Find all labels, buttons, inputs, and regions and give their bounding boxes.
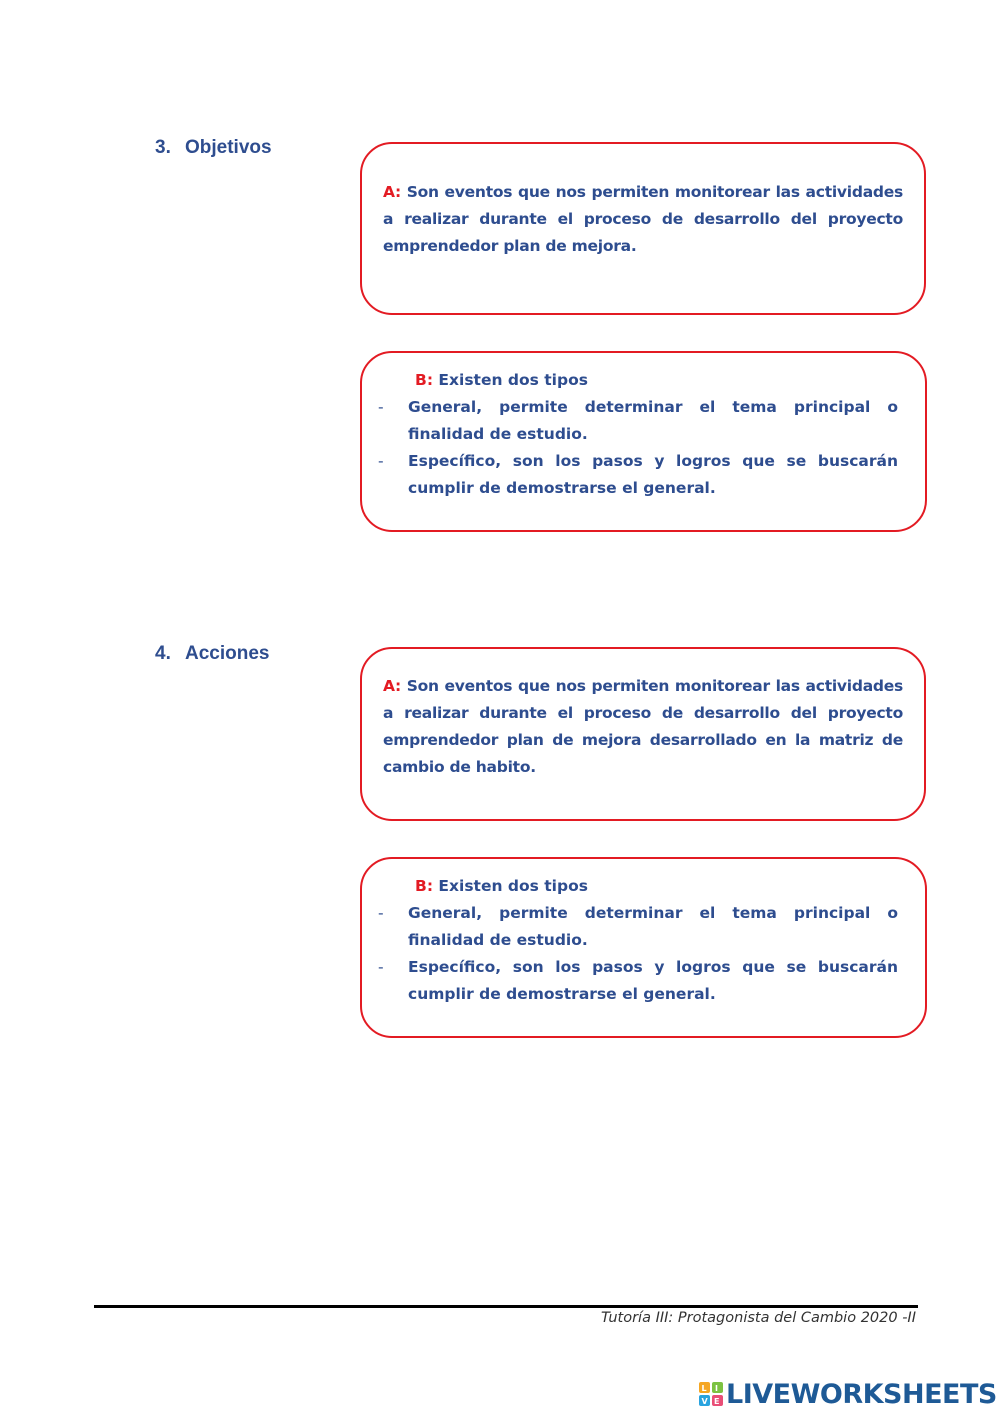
objetivos-card-a-text [383, 179, 903, 260]
objetivos-card-b-text [378, 367, 898, 502]
acciones-card-a-text [383, 673, 903, 781]
section-number: 3. [155, 137, 171, 158]
section-number: 4. [155, 643, 171, 664]
list-item-text: General, permite determinar el tema principal o finalidad de estudio. [408, 398, 898, 443]
list-item-text: General, permite determinar el tema principal o finalidad de estudio. [408, 904, 898, 949]
card-letter: A: [383, 677, 401, 695]
list-item-text: Específico, son los pasos y logros que se buscarán cumplir de demostrarse el general. [408, 958, 898, 1003]
svg-text:I: I [715, 1384, 718, 1393]
bullet-dash: - [378, 452, 384, 470]
card-letter: B: [415, 877, 434, 895]
list-item [378, 394, 898, 448]
bullet-dash: - [378, 958, 384, 976]
types-list [378, 900, 898, 1008]
list-item-text: Específico, son los pasos y logros que se buscarán cumplir de demostrarse el general. [408, 452, 898, 497]
bullet-dash: - [378, 398, 384, 416]
svg-text:E: E [714, 1397, 720, 1406]
card-body: Son eventos que nos permiten monitorear las actividades a realizar durante el proceso de desarrollo del proyecto emprendedor plan de mejora desarrollado en la matriz de cambio de habito. [383, 677, 903, 776]
list-item [378, 954, 898, 1008]
bullet-dash: - [378, 904, 384, 922]
acciones-card-b-text [378, 873, 898, 1008]
section-heading-objetivos [155, 137, 272, 159]
card-body: Son eventos que nos permiten monitorear las actividades a realizar durante el proceso de desarrollo del proyecto emprendedor plan de mejora. [383, 183, 903, 255]
card-intro: Existen dos tipos [438, 877, 588, 895]
liveworksheets-logo-icon [698, 1381, 724, 1407]
footer-caption: Tutoría III: Protagonista del Cambio 2020 -II [600, 1310, 916, 1326]
brand-name: LIVEWORKSHEETS [726, 1378, 997, 1410]
svg-text:V: V [701, 1397, 708, 1406]
list-item [378, 448, 898, 502]
section-title: Acciones [185, 643, 270, 664]
section-title: Objetivos [185, 137, 272, 158]
list-item [378, 900, 898, 954]
card-intro: Existen dos tipos [438, 371, 588, 389]
section-heading-acciones [155, 643, 269, 665]
svg-text:L: L [701, 1384, 707, 1393]
liveworksheets-watermark [698, 1378, 997, 1410]
footer-rule [94, 1305, 918, 1308]
card-letter: B: [415, 371, 434, 389]
card-b-intro [378, 873, 898, 900]
card-letter: A: [383, 183, 401, 201]
types-list [378, 394, 898, 502]
card-b-intro [378, 367, 898, 394]
